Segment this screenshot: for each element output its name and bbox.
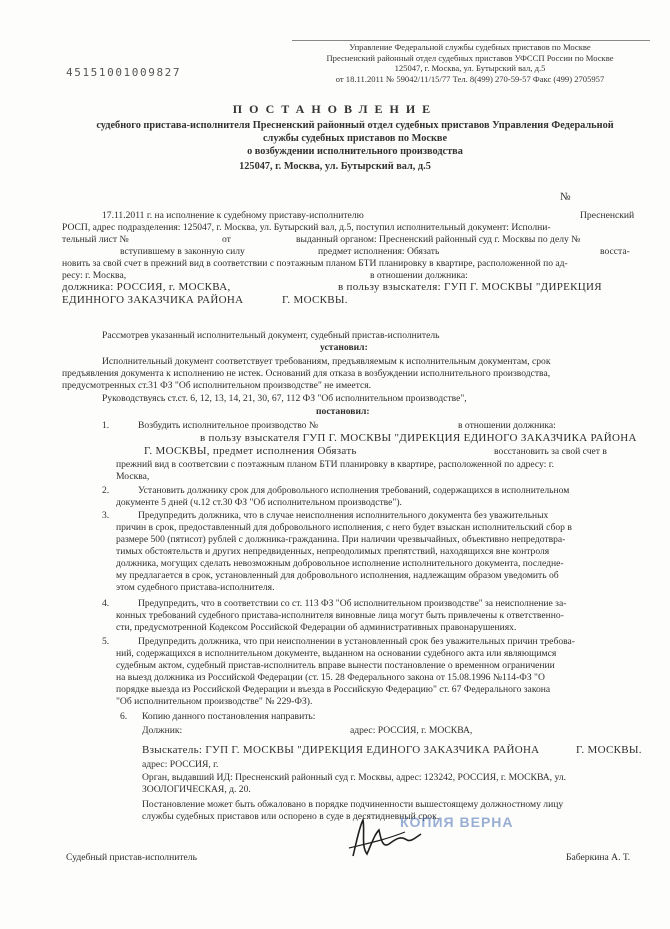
document-subtitle [60,119,650,158]
header-rule [292,40,650,41]
office-address: 125047, г. Москва, ул. Бутырский вал, д.5 [239,161,431,172]
intro-line: ЕДИННОГО ЗАКАЗЧИКА РАЙОНА [62,294,244,306]
resolved-heading: постановил: [316,406,370,417]
item-text: Москва, [116,471,150,482]
item-text: этом судебного пристава-исполнителя. [116,582,275,593]
subtitle-line-3: о возбуждении исполнительного производства [247,146,463,157]
intro-line: вступившему в законную силу [120,246,245,257]
item-text: Установить должнику срок для добровольного исполнения требований, содержащихся в исполнительном [138,485,570,496]
established-line: предусмотренных ст.31 ФЗ "Об исполнительном производстве" не имеется. [62,380,372,391]
item-text: в пользу взыскателя ГУП Г. МОСКВЫ "ДИРЕКЦИЯ ЕДИНОГО ЗАКАЗЧИКА РАЙОНА [200,432,637,444]
intro-line: в пользу взыскателя: ГУП Г. МОСКВЫ "ДИРЕКЦИЯ [338,281,602,293]
item-number: 6. [120,711,128,722]
item-text: прежний вид в соответсвии с поэтажным планом БТИ планировку в квартире, расположенной по адресу: г. [116,459,555,470]
intro-line: восста- [600,246,630,257]
established-line: Исполнительный документ соответствует требованиям, предъявляемым к исполнительным документам, срок [102,356,551,367]
item-text: в отношении должника: [458,420,556,431]
item-text: конных требований судебного пристава-исполнителя виновные лица могут быть привлечены к ответственно- [116,610,564,621]
signature [345,810,435,865]
item-number: 2. [102,485,110,496]
subtitle-line-1: судебного пристава-исполнителя Пресненский районный отдел судебных приставов Управления Федеральной [96,120,614,131]
item-text: причин в срок, предоставленный для добровольного исполнения, с него будет взыскан исполнительский сбор в [116,522,572,533]
item-text: ний, содержащихся в исполнительном документе, выданном на основании судебного акта или являющимся [116,648,557,659]
barcode-number: 45151001009827 [66,66,182,79]
item-text: тимых обстоятельств и других непредвиденных, непреодолимых препятствий, находящихся вне контроля [116,546,550,557]
item-text: документе 5 дней (ч.12 ст.30 ФЗ "Об исполнительном производстве"). [116,497,402,508]
intro-line: от [222,234,231,245]
header-line-3: 125047, г. Москва, ул. Бутырский вал, д.5 [394,63,546,74]
item-number: 5. [102,636,110,647]
item-text: судебным актом, судебный пристав-исполнитель вправе вынести постановление о временном ограничении [116,660,555,671]
intro-line: Г. МОСКВЫ. [282,294,348,306]
item-text: "Об исполнительном производстве" № 229-ФЗ). [116,696,313,707]
intro-line: тельный лист № [62,234,129,245]
subtitle-line-2: службы судебных приставов по Москве [262,133,448,144]
item-text: на выезд должника из Российской Федерации (ст. 15. 28 Федерального закона от 15.08.1996 №114-ФЗ "О [116,672,545,683]
item-text: Возбудить исполнительное производство № [138,420,319,431]
creditor-address: адрес: РОССИЯ, г. [142,759,219,770]
item-text: Предупредить должника, что при неисполнении в установленный срок без уважительных причин требова- [138,636,575,647]
established-heading: установил: [320,342,368,353]
intro-line: выданный органом: Пресненский районный суд г. Москвы по делу № [296,234,581,245]
header-line-2: Пресненский районный отдел судебных приставов УФССП России по Москве [326,52,614,63]
creditor-city: Г. МОСКВЫ. [576,744,642,756]
item-text: размере 500 (пятисот) рублей с должника-гражданина. При наличии чрезвычайных, объективно непредотвра- [116,534,566,545]
appeal-line: службы судебных приставов или оспорено в суде в десятидневный срок. [142,811,440,822]
document-title: ПОСТАНОВЛЕНИЕ [232,102,438,116]
intro-line: ресу: г. Москва, [62,270,127,281]
debtor-label: Должник: [142,725,183,736]
bailiff-name: Баберкина А. Т. [566,852,631,863]
intro-line: в отношении должника: [370,270,468,281]
header-line-1: Управление Федеральной службы судебных приставов по Москве [349,42,591,52]
issuing-organ: Орган, выдавший ИД: Пресненский районный суд г. Москвы, адрес: 123242, РОССИЯ, г. МОСКВА, ул. [142,772,567,783]
item-text: Предупредить, что в соответствии со ст. 113 ФЗ "Об исполнительном производстве" за неисполнение за- [138,598,567,609]
debtor-address: адрес: РОССИЯ, г. МОСКВА, [350,725,473,736]
header-line-4: от 18.11.2011 № 59042/11/15/77 Тел. 8(499) 270-59-57 Факс (499) 2705957 [335,73,605,84]
item-number: 4. [102,598,110,609]
item-text: сти, предусмотренной Кодексом Российской Федерации об административных правонарушениях. [116,622,517,633]
item-text: должника, могущих сделать невозможным добровольное исполнение исполнительного документа, последне- [116,558,564,569]
intro-line: Пресненский [580,210,635,221]
item-text: му предлагается в срок, установленный для добровольного исполнения, надлежащим образом уведомить об [116,570,559,581]
item-text: Копию данного постановления направить: [142,711,316,722]
item-text: порядке выезда из Российской Федерации и въезда в Российскую Федерацию" ст. 67 Федерального закона [116,684,551,695]
considered-line: Рассмотрев указанный исполнительный документ, судебный пристав-исполнитель [102,330,440,341]
issuer-header [300,42,640,84]
intro-line: новить за свой счет в прежний вид в соответствии с поэтажным планом БТИ планировку в квартире, расположенной по ад- [62,258,568,269]
item-text: Предупредить должника, что в случае неисполнения исполнительного документа без уважительных [138,510,549,521]
item-number: 3. [102,510,110,521]
creditor: Взыскатель: ГУП Г. МОСКВЫ "ДИРЕКЦИЯ ЕДИНОГО ЗАКАЗЧИКА РАЙОНА [142,744,540,756]
certified-copy-stamp: КОПИЯ ВЕРНА [400,814,514,830]
intro-line: должника: РОССИЯ, г. МОСКВА, [62,281,231,293]
number-mark: № [560,191,571,203]
item-text: Г. МОСКВЫ, предмет исполнения Обязать [144,445,357,457]
appeal-line: Постановление может быть обжаловано в порядке подчиненности вышестоящему должностному лицу [142,799,564,810]
bailiff-title: Судебный пристав-исполнитель [66,852,197,863]
established-line: предъявления документа к исполнению не истек. Оснований для отказа в возбуждении исполнительного производства, [62,368,551,379]
intro-line: РОСП, адрес подразделения: 125047, г. Москва, ул. Бутырский вал, д.5, поступил исполнительный документ: Исполни- [62,222,551,233]
issuing-organ: ЗООЛОГИЧЕСКАЯ, д. 20. [142,784,251,795]
intro-line: предмет исполнения: Обязать [318,246,440,257]
item-number: 1. [102,420,110,431]
established-line: Руководствуясь ст.ст. 6, 12, 13, 14, 21, 30, 67, 112 ФЗ "Об исполнительном производстве", [102,393,467,404]
intro-line: 17.11.2011 г. на исполнение к судебному приставу-исполнителю [102,210,364,221]
item-text: восстановить за свой счет в [494,446,607,457]
